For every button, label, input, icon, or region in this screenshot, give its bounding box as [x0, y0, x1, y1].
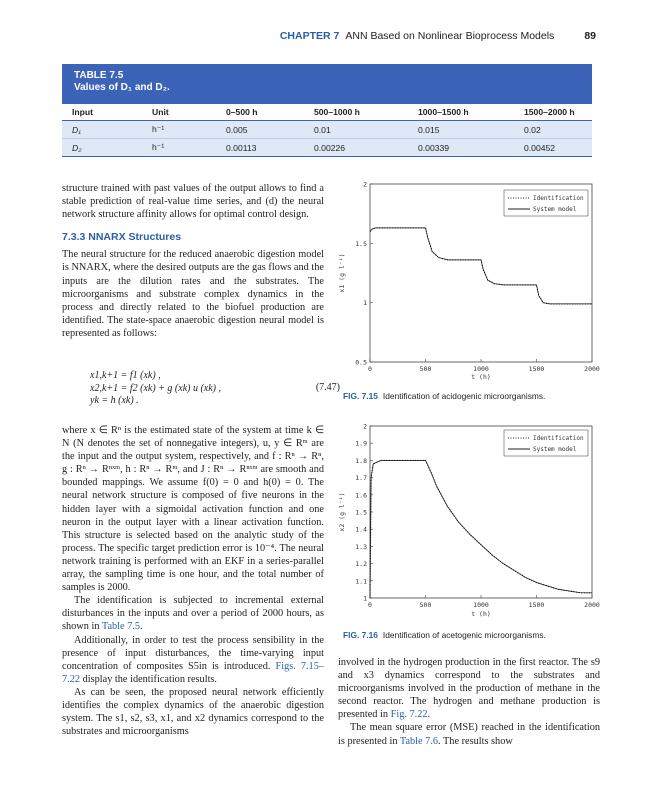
figure-7-15-chart — [332, 176, 602, 386]
table-cell: D₂ — [62, 139, 142, 157]
text-run: . — [427, 709, 431, 721]
equation-line: x2,k+1 = f2 (xk) + g (xk) u (xk) , — [90, 382, 222, 394]
legend-label: Identification — [533, 435, 584, 442]
y-tick-label: 1.3 — [355, 542, 367, 551]
legend-label: Identification — [533, 195, 584, 202]
x-tick-label: 2000 — [584, 601, 600, 609]
paragraph — [62, 634, 324, 686]
right-column-text — [338, 656, 600, 748]
y-tick-label: 1 — [363, 594, 367, 603]
text-run: Additionally, in order to test the process sensibility in the presence of input disturbances, the time-varying input concentration of composites S5in is introduced. — [62, 634, 324, 672]
section-heading: 7.3.3 NNARX Structures — [62, 231, 182, 244]
legend-label: System model — [533, 206, 577, 213]
figure-label: FIG. 7.16 — [343, 630, 378, 640]
text-run: . — [140, 621, 143, 633]
y-tick-label: 2 — [363, 180, 367, 189]
figure-reference-link[interactable]: Fig. 7.22 — [390, 709, 428, 721]
paragraph — [338, 721, 600, 747]
equation-line: x1,k+1 = f1 (xk) , — [90, 370, 161, 381]
y-tick-label: 1.4 — [355, 525, 367, 534]
series-system-model-line — [370, 460, 592, 598]
caption-text: Identification of acidogenic microorganisms. — [382, 391, 546, 401]
x-tick-label: 1500 — [528, 365, 545, 373]
table-cell: 0.01 — [304, 121, 408, 139]
y-axis-label: x1 (g l⁻¹) — [338, 253, 346, 293]
table-cell: 0.005 — [216, 121, 304, 139]
x-tick-label: 1000 — [473, 365, 489, 373]
table-cell: 0.00452 — [514, 139, 592, 157]
x-axis-label: t (h) — [471, 373, 491, 381]
y-tick-label: 1.1 — [355, 577, 367, 586]
running-header — [280, 30, 596, 42]
data-table — [62, 104, 592, 157]
table-cell: 0.00226 — [304, 139, 408, 157]
text-run: display the identification results. — [80, 673, 218, 685]
chapter-title: ANN Based on Nonlinear Bioprocess Models — [345, 30, 555, 42]
table-row — [62, 139, 592, 157]
x-axis-label: t (h) — [471, 610, 491, 618]
equation-block — [90, 370, 340, 408]
table-reference-link[interactable]: Table 7.5 — [101, 621, 141, 633]
paragraph: The neural structure for the reduced anaerobic digestion model is NNARX, where the desired outputs are the gas flows and the inputs are the dilution rates and the substrates. The microorganisms and substrate complex dynamics in the process and directly related to the biofuel production are identified. The state-space anaerobic digestion neural model is represented as follows: — [62, 249, 324, 339]
y-tick-label: 1.5 — [355, 508, 367, 517]
y-tick-label: 1 — [363, 299, 367, 308]
left-column-top — [62, 182, 324, 340]
y-tick-label: 2 — [363, 422, 367, 431]
text-run: The mean square error (MSE) reached in the identification is presented in — [338, 722, 600, 747]
figure-caption — [343, 391, 545, 401]
text-run: . The results show — [438, 735, 513, 747]
table-reference-link[interactable]: Table 7.6 — [399, 735, 439, 747]
table-header-row — [62, 104, 592, 121]
y-tick-label: 1.7 — [355, 474, 367, 483]
table-cell: h⁻¹ — [142, 121, 216, 139]
left-column-bottom — [62, 424, 324, 738]
paragraph: As can be seen, the proposed neural network efficiently identifies the complex dynamics of the anaerobic digestion system. The s1, s2, s3, x1, and x2 dynamics correspond to the substrates and microorganisms — [62, 686, 324, 738]
table-header-cell: 0–500 h — [216, 104, 304, 121]
table-7-5 — [62, 64, 592, 157]
y-tick-label: 1.2 — [355, 560, 367, 569]
paragraph — [62, 594, 324, 633]
legend-label: System model — [533, 446, 577, 453]
figure-7-16-chart — [332, 416, 602, 626]
page-number: 89 — [584, 30, 596, 42]
equation-number: (7.47) — [315, 382, 340, 393]
x-tick-label: 1000 — [473, 601, 489, 609]
y-tick-label: 0.5 — [355, 358, 367, 367]
table-header-cell: 500–1000 h — [304, 104, 408, 121]
y-tick-label: 1.6 — [355, 491, 367, 500]
table-title: Values of D₁ and D₂. — [74, 82, 170, 93]
x-tick-label: 500 — [419, 365, 432, 373]
x-tick-label: 2000 — [584, 365, 600, 373]
table-row — [62, 121, 592, 139]
y-tick-label: 1.8 — [355, 456, 367, 465]
table-cell: 0.02 — [514, 121, 592, 139]
text-run: involved in the hydrogen production in the first reactor. The s9 and x3 dynamics correspond to the substrates and microorganisms involved in the production of methane in the second reactor. The hydrogen and methane production is presented in — [338, 657, 600, 721]
y-tick-label: 1.9 — [355, 439, 367, 448]
figure-label: FIG. 7.15 — [343, 391, 378, 401]
table-label: TABLE 7.5 — [74, 70, 124, 81]
figure-reference-link[interactable]: Figs. 7.15–7.22 — [62, 660, 324, 685]
y-tick-label: 1.5 — [355, 239, 367, 248]
series-identification-line — [370, 460, 592, 598]
x-tick-label: 1500 — [528, 601, 545, 609]
paragraph — [338, 656, 600, 721]
y-axis-label: x2 (g l⁻¹) — [338, 492, 346, 532]
paragraph: where x ∈ Rⁿ is the estimated state of the system at time k ∈ N (N denotes the set of nonnegative integers), u, y ∈ Rᵐ are the input and the output system, respectively, and f : Rⁿ → Rⁿ, g : Rⁿ → Rⁿˣᵐ, h : Rⁿ → Rᵐ, and J : Rⁿ → Rⁿˣᵐ are smooth and bounded mappings. We assume f(0) = 0 and h(0) = 0. The neural network structure is composed of five neurons in the hidden layer with a sigmoidal activation function and one neuron in the output layer with a linear activation function. This structure is selected based on the analytic study of the process. The specific target prediction error is 10⁻⁴. The neural network training is performed with an EKF in a series-parallel array, the sampling time is one hour, and the total number of samples is 2000. — [62, 425, 324, 594]
equation-line: yk = h (xk) . — [90, 395, 139, 406]
series-identification-line — [370, 228, 592, 304]
table-header-cell: Unit — [142, 104, 216, 121]
table-cell: 0.00339 — [408, 139, 514, 157]
x-tick-label: 0 — [368, 601, 372, 609]
x-tick-label: 500 — [419, 601, 432, 609]
table-cell: h⁻¹ — [142, 139, 216, 157]
table-header-cell: 1000–1500 h — [408, 104, 514, 121]
table-cell: 0.00113 — [216, 139, 304, 157]
table-cell: 0.015 — [408, 121, 514, 139]
table-header-cell: 1500–2000 h — [514, 104, 592, 121]
figure-caption — [343, 630, 546, 640]
x-tick-label: 0 — [368, 365, 372, 373]
table-cell: D₁ — [62, 121, 142, 139]
paragraph: structure trained with past values of the output allows to find a stable prediction of real-value time series, and (d) the neural network structure affinity allows for optimal control design. — [62, 183, 324, 221]
chapter-label: CHAPTER 7 — [279, 30, 340, 42]
caption-text: Identification of acetogenic microorganisms. — [382, 630, 546, 640]
text-run: The identification is subjected to incremental external disturbances in the inputs and over a period of 2000 hours, as shown in — [62, 595, 324, 633]
table-caption — [62, 64, 592, 104]
table-header-cell: Input — [62, 104, 142, 121]
series-system-model-line — [370, 228, 592, 304]
